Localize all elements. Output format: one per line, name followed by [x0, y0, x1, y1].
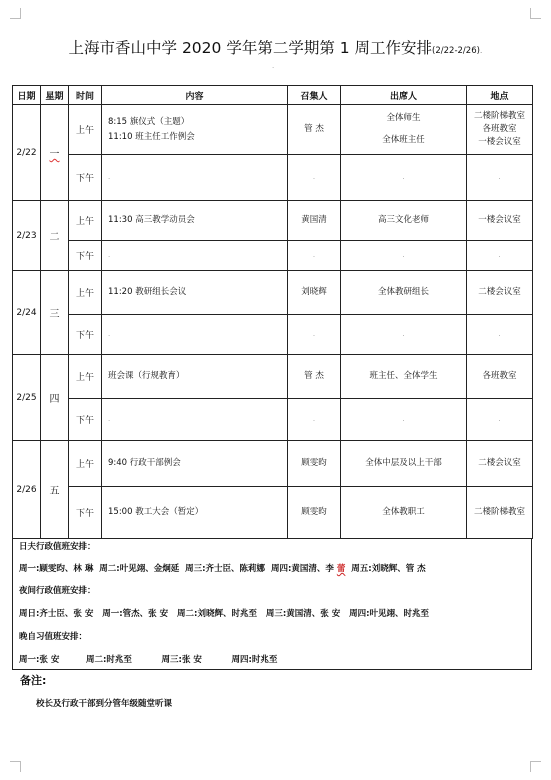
table-row	[13, 399, 533, 441]
duty-names: 齐士臣、陈莉娜	[205, 564, 266, 574]
content-cell	[102, 105, 288, 155]
convener-cell: 刘晓辉	[288, 271, 341, 315]
period-cell: 下午	[69, 241, 102, 271]
page-corner-mark	[530, 8, 541, 19]
content-cell: .	[102, 241, 288, 271]
duty-names: 刘晓辉、管 杰	[371, 564, 426, 574]
convener-cell: 管 杰	[288, 105, 341, 155]
page-corner-mark	[10, 8, 21, 19]
attendees-cell: 全体中层及以上干部	[341, 441, 467, 487]
content-line: 8:15 旗仪式（主题）	[108, 116, 190, 127]
location-cell	[467, 105, 533, 155]
period-cell: 下午	[69, 399, 102, 441]
period-cell: 上午	[69, 271, 102, 315]
location-cell: .	[467, 315, 533, 355]
duty-label: 周二:	[99, 564, 120, 574]
content-cell: 班会课（行规教育）	[102, 355, 288, 399]
duty-label: 周日:	[19, 609, 40, 619]
duty-names: 叶见翊、金炯延	[119, 564, 180, 574]
content-cell: 9:40 行政干部例会	[102, 441, 288, 487]
attendees-cell	[341, 105, 467, 155]
duty-names: 黄国清、李	[291, 564, 337, 574]
weekday-cell: 四	[41, 355, 69, 441]
date-cell: 2/23	[13, 201, 41, 271]
title-main: 上海市香山中学 2020 学年第二学期第 1 周工作安排	[68, 39, 433, 57]
date-cell: 2/22	[13, 105, 41, 201]
period-cell: 上午	[69, 441, 102, 487]
table-row	[13, 441, 533, 487]
location-cell: .	[467, 241, 533, 271]
duty-names: 管杰、张 安	[122, 609, 169, 619]
duty-label: 周二:	[86, 655, 107, 665]
location-cell: 二楼阶梯教室	[467, 487, 533, 539]
period-cell: 下午	[69, 315, 102, 355]
study-duty-title: 晚自习值班安排：	[19, 632, 88, 642]
attendees-cell: 全体教研组长	[341, 271, 467, 315]
duty-label: 周一:	[19, 564, 40, 574]
duty-label: 周四:	[349, 609, 370, 619]
attendees-cell: .	[341, 241, 467, 271]
header-date: 日期	[13, 86, 41, 105]
duty-names: 时兆至	[106, 655, 132, 665]
location-cell: .	[467, 399, 533, 441]
period-cell: 下午	[69, 155, 102, 201]
study-duty-line	[19, 653, 277, 665]
date-cell: 2/26	[13, 441, 41, 539]
content-line: 11:10 班主任工作例会	[108, 131, 195, 142]
duty-names: 顾雯昀、林 琳	[39, 564, 94, 574]
location-cell: 二楼会议室	[467, 271, 533, 315]
night-duty-line	[19, 607, 429, 619]
weekday-cell: 五	[41, 441, 69, 539]
duty-section	[12, 538, 532, 670]
convener-cell: .	[288, 399, 341, 441]
header-convener: 召集人	[288, 86, 341, 105]
location-cell: 一楼会议室	[467, 201, 533, 241]
date-cell: 2/24	[13, 271, 41, 355]
attendees-cell: .	[341, 399, 467, 441]
attendees-cell: 高三文化老师	[341, 201, 467, 241]
content-cell: 11:20 教研组长会议	[102, 271, 288, 315]
attendees-cell: .	[341, 315, 467, 355]
notes-heading: 备注:	[20, 674, 47, 687]
location-cell: 二楼会议室	[467, 441, 533, 487]
weekday-cell: 一	[41, 105, 69, 201]
weekday-cell: 二	[41, 201, 69, 271]
convener-cell: .	[288, 315, 341, 355]
location-cell: 各班教室	[467, 355, 533, 399]
attendees-line: 全体师生	[386, 113, 421, 123]
convener-cell: .	[288, 155, 341, 201]
attendees-line: 全体班主任	[382, 135, 425, 145]
table-row	[13, 201, 533, 241]
title-date-range: (2/22-2/26)	[432, 46, 480, 56]
date-cell: 2/25	[13, 355, 41, 441]
header-weekday: 星期	[41, 86, 69, 105]
location-cell: .	[467, 155, 533, 201]
content-cell: .	[102, 155, 288, 201]
weekday-cell: 三	[41, 271, 69, 355]
table-row	[13, 241, 533, 271]
page-corner-mark	[10, 761, 21, 772]
content-cell: .	[102, 315, 288, 355]
period-cell: 上午	[69, 201, 102, 241]
duty-label: 周四:	[270, 564, 292, 574]
table-row	[13, 155, 533, 201]
period-cell: 上午	[69, 105, 102, 155]
table-row	[13, 355, 533, 399]
period-cell: 下午	[69, 487, 102, 539]
convener-cell: 管 杰	[288, 355, 341, 399]
content-cell: 15:00 教工大会（暂定）	[102, 487, 288, 539]
period-cell: 上午	[69, 355, 102, 399]
attendees-cell: 全体教职工	[341, 487, 467, 539]
duty-label: 周三:	[161, 655, 182, 665]
duty-names: 叶见翊、时兆至	[369, 609, 430, 619]
document-title	[0, 36, 551, 58]
convener-cell: 顾雯昀	[288, 441, 341, 487]
header-attendees: 出席人	[341, 86, 467, 105]
content-cell: 11:30 高三教学动员会	[102, 201, 288, 241]
notes-body: 校长及行政干部到分管年级随堂听课	[36, 699, 173, 709]
table-row	[13, 105, 533, 155]
header-content: 内容	[102, 86, 288, 105]
duty-label: 周一:	[102, 609, 123, 619]
header-location: 地点	[467, 86, 533, 105]
header-time: 时间	[69, 86, 102, 105]
duty-names: 刘晓辉、时兆至	[197, 609, 257, 619]
duty-label: 周五:	[351, 564, 372, 574]
night-duty-title: 夜间行政值班安排：	[19, 586, 96, 596]
page-corner-mark	[530, 761, 541, 772]
duty-names: 时兆至	[251, 655, 278, 665]
table-row	[13, 487, 533, 539]
paragraph-mark: .	[479, 46, 483, 55]
day-duty-line	[19, 562, 426, 574]
duty-label: 周二:	[177, 609, 198, 619]
content-cell: .	[102, 399, 288, 441]
attendees-cell: 班主任、全体学生	[341, 355, 467, 399]
attendees-cell: .	[341, 155, 467, 201]
duty-names: 齐士臣、张 安	[39, 609, 94, 619]
duty-label: 周一:	[19, 655, 40, 665]
schedule-table	[12, 85, 533, 539]
duty-label: 周三:	[265, 609, 287, 619]
convener-cell: 黄国清	[288, 201, 341, 241]
table-row	[13, 315, 533, 355]
convener-cell: .	[288, 241, 341, 271]
duty-names-flagged: 蕾	[336, 564, 346, 574]
day-duty-title: 日夫行政值班安排：	[19, 542, 96, 552]
duty-names: 黄国清、张 安	[286, 609, 341, 619]
duty-label: 周三:	[185, 564, 206, 574]
location-line: 一楼会议室	[478, 137, 521, 147]
table-header-row	[13, 86, 533, 105]
duty-names: 张 安	[181, 655, 202, 665]
convener-cell: 顾雯昀	[288, 487, 341, 539]
duty-label: 周四:	[231, 655, 252, 665]
duty-names: 张 安	[39, 655, 60, 665]
table-row	[13, 271, 533, 315]
location-line: 二楼阶梯教室	[473, 111, 525, 121]
paragraph-mark: .	[272, 62, 275, 70]
location-line: 各班教室	[482, 124, 517, 134]
